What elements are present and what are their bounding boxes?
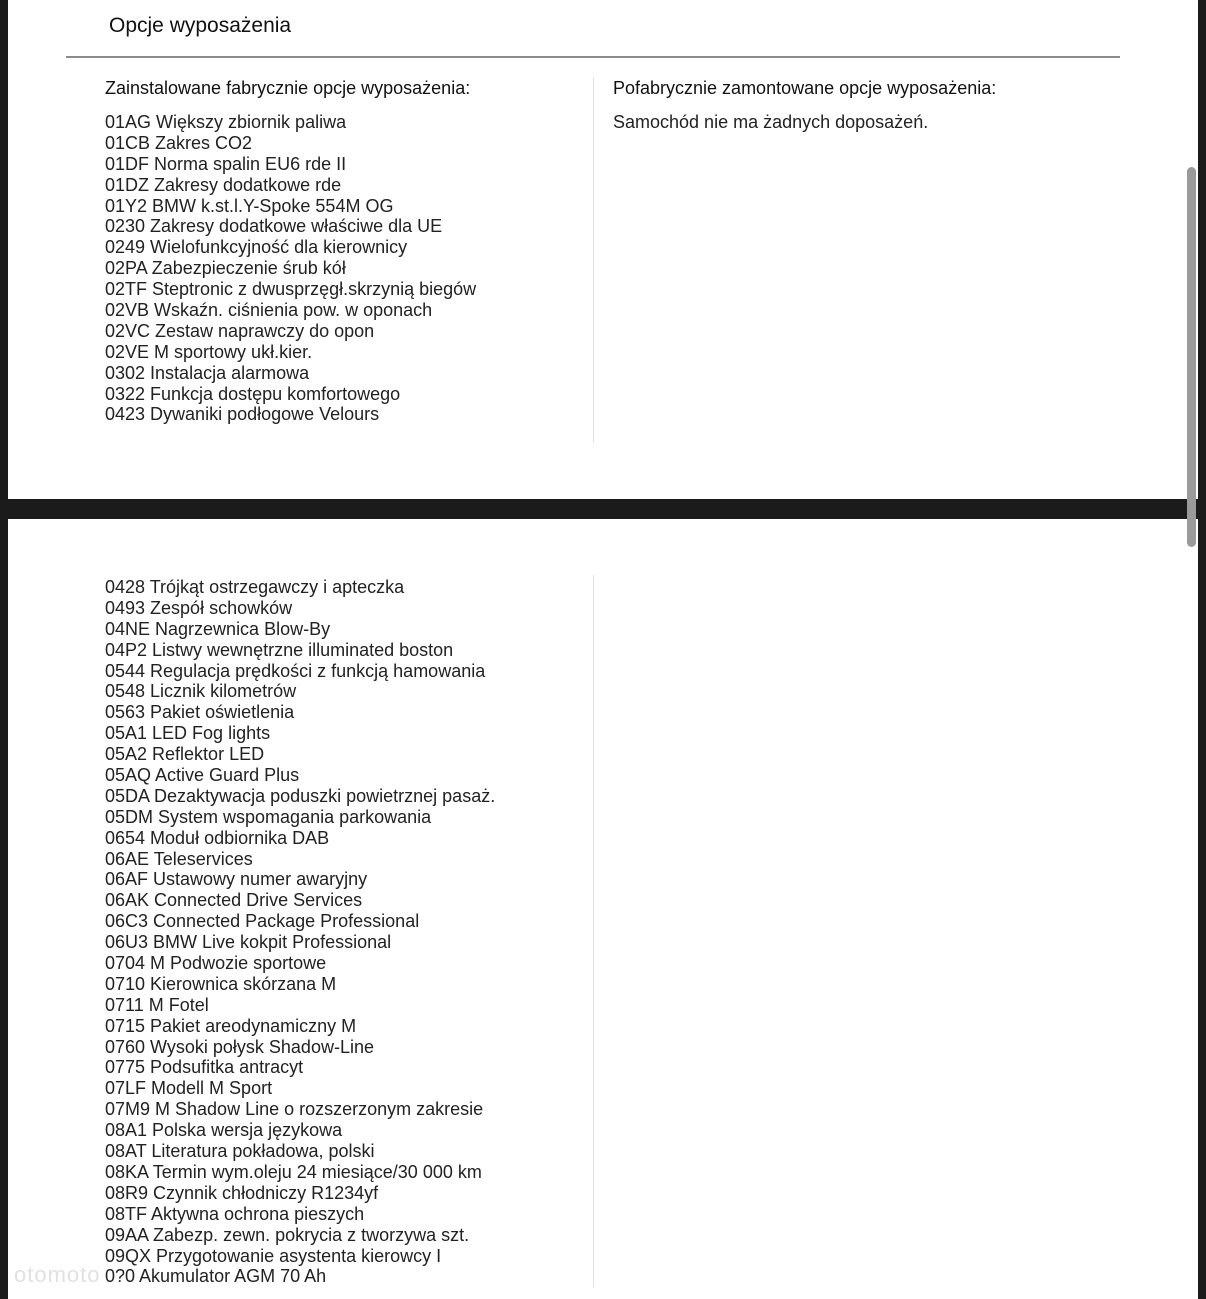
option-item: 06AE Teleservices	[105, 848, 253, 869]
page-title: Opcje wyposażenia	[109, 14, 292, 37]
option-item: 06C3 Connected Package Professional	[105, 911, 420, 932]
option-item: 01CB Zakres CO2	[105, 132, 253, 153]
option-item: 09QX Przygotowanie asystenta kierowcy I	[105, 1245, 442, 1266]
equipment-panel-bottom	[8, 519, 1198, 1299]
option-item: 02TF Steptronic z dwusprzęgł.skrzynią biegów	[105, 279, 477, 300]
option-item: 01Y2 BMW k.st.l.Y-Spoke 554M OG	[105, 195, 394, 216]
option-item: 0715 Pakiet areodynamiczny M	[105, 1015, 357, 1036]
option-item: 08AT Literatura pokładowa, polski	[105, 1141, 375, 1162]
option-item: 09AA Zabezp. zewn. pokrycia z tworzywa szt.	[105, 1224, 470, 1245]
option-item: 08A1 Polska wersja językowa	[105, 1120, 343, 1141]
option-item: 0760 Wysoki połysk Shadow-Line	[105, 1036, 374, 1057]
option-item: 0548 Licznik kilometrów	[105, 681, 297, 702]
option-item: 08TF Aktywna ochrona pieszych	[105, 1203, 365, 1224]
option-item: 02PA Zabezpieczenie śrub kół	[105, 258, 346, 279]
option-item: 05A2 Reflektor LED	[105, 744, 265, 765]
option-item: 01AG Większy zbiornik paliwa	[105, 112, 347, 132]
option-item: 06AF Ustawowy numer awaryjny	[105, 869, 368, 890]
option-item: 0423 Dywaniki podłogowe Velours	[105, 404, 380, 425]
option-item: 0704 M Podwozie sportowe	[105, 953, 327, 974]
option-item: 06AK Connected Drive Services	[105, 890, 363, 911]
option-item: 07LF Modell M Sport	[105, 1078, 273, 1099]
aftermarket-none-note: Samochód nie ma żadnych doposażeń.	[613, 112, 929, 132]
option-item: 05DA Dezaktywacja poduszki powietrznej pasaż.	[105, 785, 496, 806]
option-item: 01DZ Zakresy dodatkowe rde	[105, 174, 342, 195]
column-divider	[593, 575, 594, 1287]
option-item: 0249 Wielofunkcyjność dla kierownicy	[105, 237, 408, 258]
option-item: 0710 Kierownica skórzana M	[105, 973, 337, 994]
option-item: 02VE M sportowy ukł.kier.	[105, 341, 313, 362]
option-item: 0544 Regulacja prędkości z funkcją hamowania	[105, 660, 486, 681]
option-item: 05AQ Active Guard Plus	[105, 765, 300, 786]
option-item: 01DF Norma spalin EU6 rde II	[105, 153, 347, 174]
option-item: 04NE Nagrzewnica Blow-By	[105, 618, 331, 639]
watermark-logo: otomoto	[14, 1262, 101, 1287]
option-item: 0711 M Fotel	[105, 994, 209, 1015]
option-item: 0302 Instalacja alarmowa	[105, 362, 310, 383]
option-item: 0493 Zespół schowków	[105, 597, 293, 618]
option-item: 02VC Zestaw naprawczy do opon	[105, 320, 375, 341]
option-item: 08R9 Czynnik chłodniczy R1234yf	[105, 1182, 379, 1203]
scrollbar-thumb[interactable]	[1187, 167, 1196, 547]
aftermarket-options-heading: Pofabrycznie zamontowane opcje wyposażenia:	[613, 78, 997, 98]
option-item: 0322 Funkcja dostępu komfortowego	[105, 383, 401, 404]
factory-options-list	[105, 112, 476, 425]
option-item: 04P2 Listwy wewnętrzne illuminated boston	[105, 639, 454, 660]
column-divider	[593, 77, 594, 443]
option-item: 05DM System wspomagania parkowania	[105, 806, 432, 827]
factory-options-heading: Zainstalowane fabrycznie opcje wyposażenia:	[105, 78, 471, 98]
option-item: 0428 Trójkąt ostrzegawczy i apteczka	[105, 577, 405, 597]
option-item: 06U3 BMW Live kokpit Professional	[105, 932, 392, 953]
option-item: 0654 Moduł odbiornika DAB	[105, 827, 330, 848]
option-item: 0563 Pakiet oświetlenia	[105, 702, 295, 723]
option-item: 08KA Termin wym.oleju 24 miesiące/30 000 km	[105, 1161, 482, 1182]
option-item: 0?0 Akumulator AGM 70 Ah	[105, 1266, 327, 1287]
equipment-panel-top	[8, 0, 1198, 499]
option-item: 0775 Podsufitka antracyt	[105, 1057, 304, 1078]
option-item: 05A1 LED Fog lights	[105, 723, 271, 744]
factory-options-list-continued	[105, 577, 495, 1287]
option-item: 07M9 M Shadow Line o rozszerzonym zakresie	[105, 1099, 484, 1120]
option-item: 02VB Wskaźn. ciśnienia pow. w oponach	[105, 300, 433, 321]
option-item: 0230 Zakresy dodatkowe właściwe dla UE	[105, 216, 443, 237]
title-divider	[66, 56, 1120, 58]
